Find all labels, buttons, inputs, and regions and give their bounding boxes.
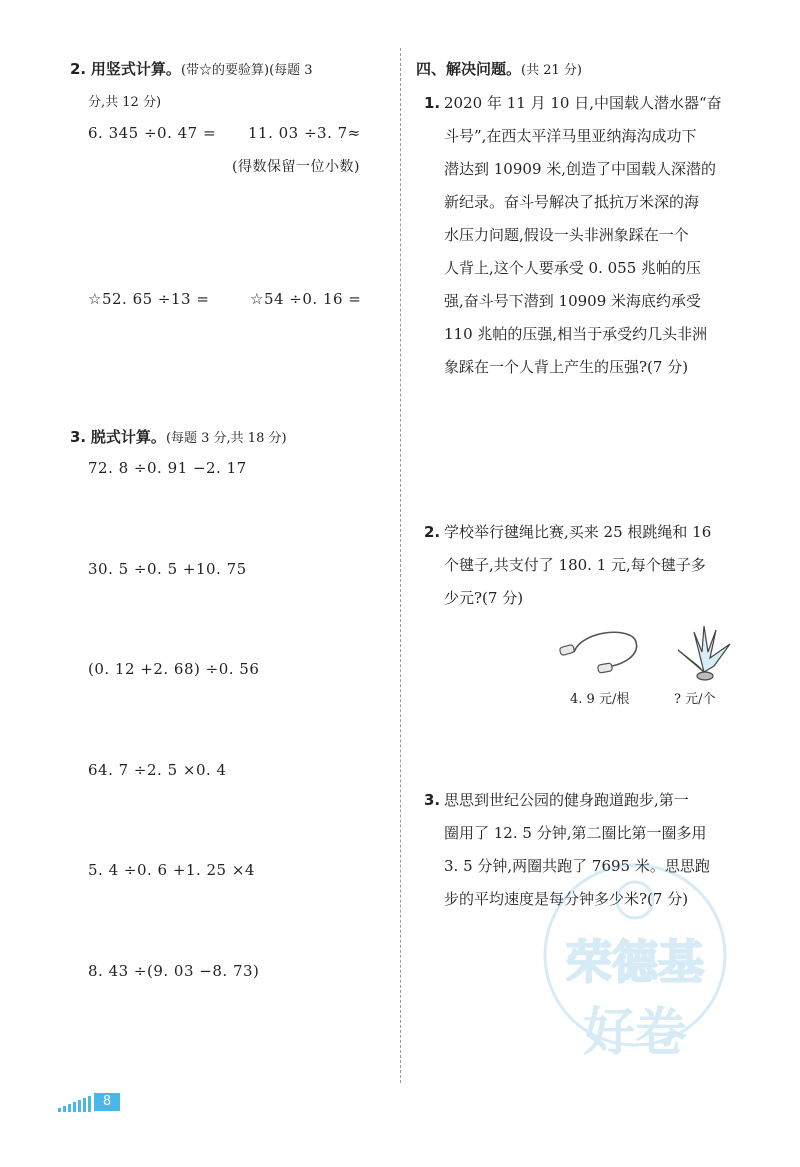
shuttle-price: ? 元/个 [674, 692, 716, 707]
p3-line-1: 思思到世纪公园的健身跑道跑步,第一 [444, 791, 689, 809]
q3-item-5: 5. 4 ÷0. 6 +1. 25 ×4 [88, 861, 255, 879]
q3-title: 脱式计算。 [90, 428, 166, 446]
p3-line-4: 步的平均速度是每分钟多少米?(7 分) [444, 890, 689, 908]
p3-number-text: 3. [424, 791, 441, 809]
p1-line-2: 斗号”,在西太平洋马里亚纳海沟成功下 [444, 127, 697, 145]
p3-number [424, 789, 440, 811]
shuttlecock-icon [664, 622, 744, 684]
p2-line-1: 学校举行毽绳比赛,买来 25 根跳绳和 16 [444, 523, 712, 541]
q3-heading [70, 426, 287, 450]
q2-item-3: ☆52. 65 ÷13 = [88, 290, 210, 308]
p1-line-5: 水压力问题,假设一头非洲象踩在一个 [444, 226, 689, 244]
p1-line-9: 象踩在一个人背上产生的压强?(7 分) [444, 358, 689, 376]
section-four-title: 四、解决问题。 [416, 60, 522, 78]
q2-number: 2. [70, 60, 87, 78]
q3-item-1: 72. 8 ÷0. 91 −2. 17 [88, 459, 247, 477]
watermark-line2: 好卷 [582, 1003, 688, 1063]
q3-item-3: (0. 12 +2. 68) ÷0. 56 [88, 660, 260, 678]
q3-note: (每题 3 分,共 18 分) [165, 431, 287, 446]
p1-number [424, 92, 440, 114]
section-four-note: (共 21 分) [521, 63, 582, 78]
p2-number [424, 521, 440, 543]
q3-number: 3. [70, 428, 87, 446]
q2-heading [70, 58, 313, 82]
jump-rope-icon [552, 622, 648, 682]
p3-line-2: 圈用了 12. 5 分钟,第二圈比第一圈多用 [444, 824, 707, 842]
brand-watermark-logo [530, 860, 740, 1090]
p1-line-1: 2020 年 11 月 10 日,中国载人潜水器“奋 [444, 94, 722, 112]
q2-round-note: (得数保留一位小数) [232, 159, 360, 175]
q3-item-6: 8. 43 ÷(9. 03 −8. 73) [88, 962, 260, 980]
p1-line-4: 新纪录。奋斗号解决了抵抗万米深的海 [444, 193, 700, 211]
q2-item-1: 6. 345 ÷0. 47 = [88, 124, 217, 142]
watermark-line1: 荣德基 [566, 935, 704, 989]
q3-item-4: 64. 7 ÷2. 5 ×0. 4 [88, 761, 227, 779]
p2-line-3: 少元?(7 分) [444, 589, 524, 607]
q2-note-b: 分,共 12 分) [88, 95, 162, 110]
column-divider [400, 48, 401, 1083]
rope-price: 4. 9 元/根 [570, 692, 630, 707]
q2-title: 用竖式计算。 [90, 60, 181, 78]
page-number: 8 [94, 1093, 120, 1111]
q2-note-cont [88, 90, 161, 114]
p1-number-text: 1. [424, 94, 441, 112]
section-four-heading [416, 58, 582, 82]
p3-line-3: 3. 5 分钟,两圈共跑了 7695 米。思思跑 [444, 857, 710, 875]
page-bars-icon [58, 1094, 94, 1112]
q3-item-2: 30. 5 ÷0. 5 +10. 75 [88, 560, 247, 578]
q2-item-2: 11. 03 ÷3. 7≈ [248, 124, 361, 142]
p2-number-text: 2. [424, 523, 441, 541]
p2-line-2: 个毽子,共支付了 180. 1 元,每个毽子多 [444, 556, 706, 574]
q2-item-4: ☆54 ÷0. 16 = [250, 290, 362, 308]
p1-line-7: 强,奋斗号下潜到 10909 米海底约承受 [444, 292, 702, 310]
q2-note: (带☆的要验算)(每题 3 [180, 63, 313, 78]
p1-line-6: 人背上,这个人要承受 0. 055 兆帕的压 [444, 259, 702, 277]
p1-line-8: 110 兆帕的压强,相当于承受约几头非洲 [444, 325, 708, 343]
p1-line-3: 潜达到 10909 米,创造了中国载人深潜的 [444, 160, 717, 178]
